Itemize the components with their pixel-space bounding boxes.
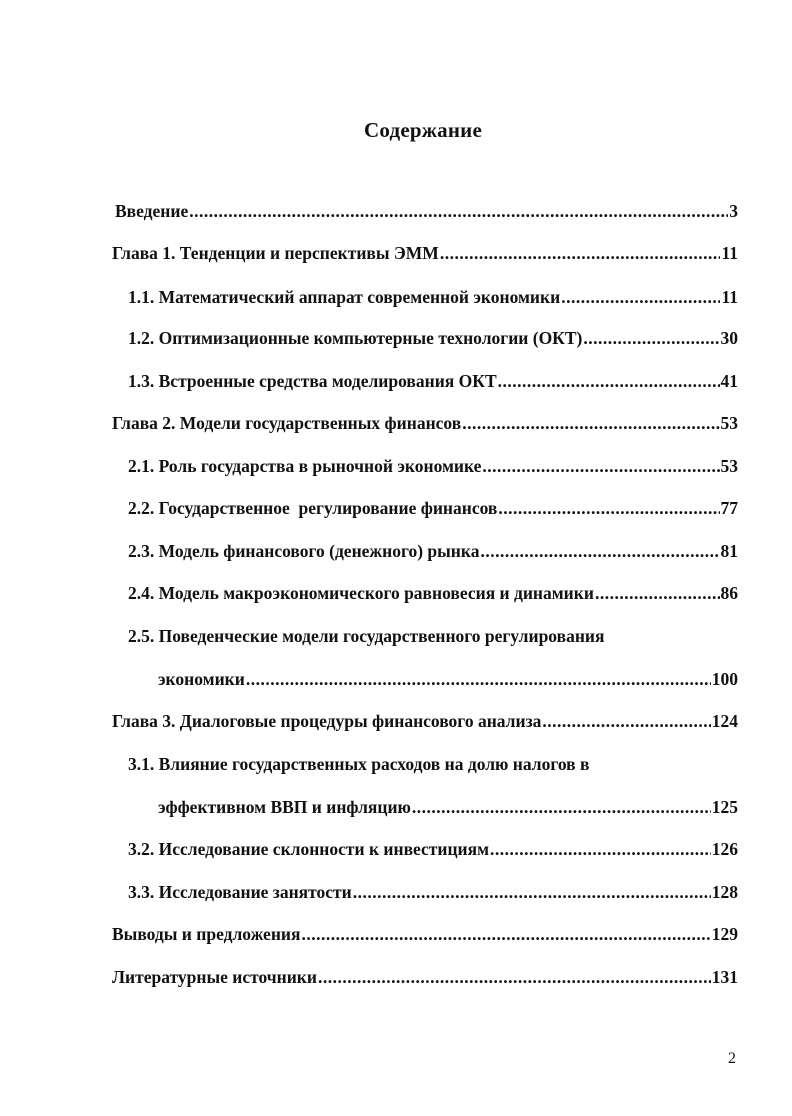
- toc-entry-label: 2.2. Государственное регулирование финансов: [128, 498, 498, 518]
- toc-entry-label: 3.2. Исследование склонности к инвестициям: [128, 839, 490, 859]
- toc-entry-label: 1.2. Оптимизационные компьютерные технологии (ОКТ): [128, 328, 583, 348]
- toc-entry-section-1-3[interactable]: [128, 368, 738, 394]
- toc-entry-section-2-1[interactable]: [128, 453, 738, 479]
- toc-entry-page: 53: [720, 413, 738, 433]
- toc-entry-page: 53: [720, 456, 738, 476]
- page-title: Содержание: [364, 118, 482, 142]
- toc-entry-label: Глава 2. Модели государственных финансов: [112, 413, 462, 433]
- toc-entry-page: 131: [711, 967, 738, 987]
- toc-entry-conclusions[interactable]: [112, 921, 738, 947]
- toc-entry-references[interactable]: [112, 964, 738, 990]
- toc-entry-label: Введение: [115, 201, 189, 221]
- toc-entry-page: 81: [720, 541, 738, 561]
- dot-leader: [353, 879, 711, 905]
- dot-leader: [440, 240, 721, 266]
- dot-leader: [561, 284, 720, 310]
- toc-entry-section-2-5[interactable]: [158, 666, 738, 692]
- toc-entry-section-1-1[interactable]: [128, 284, 738, 310]
- dot-leader: [595, 580, 720, 606]
- toc-entry-section-3-1-line1[interactable]: 3.1. Влияние государственных расходов на долю налогов в: [128, 754, 590, 774]
- toc-entry-label: Литературные источники: [112, 967, 317, 987]
- toc-entry-section-3-3[interactable]: [128, 879, 738, 905]
- toc-entry-label: 3.3. Исследование занятости: [128, 882, 352, 902]
- toc-entry-page: 41: [720, 371, 738, 391]
- dot-leader: [189, 198, 728, 224]
- dot-leader: [498, 495, 719, 521]
- toc-entry-page: 128: [711, 882, 738, 902]
- toc-entry-label: 2.4. Модель макроэкономического равновесия и динамики: [128, 583, 594, 603]
- dot-leader: [490, 836, 711, 862]
- toc-entry-page: 11: [721, 243, 738, 263]
- toc-entry-page: 11: [721, 287, 738, 307]
- toc-entry-page: 30: [720, 328, 738, 348]
- toc-entry-label: 1.1. Математический аппарат современной экономики: [128, 287, 561, 307]
- dot-leader: [542, 708, 710, 734]
- toc-entry-section-3-1[interactable]: [158, 794, 738, 820]
- toc-entry-page: 77: [720, 498, 738, 518]
- toc-entry-page: 126: [711, 839, 738, 859]
- dot-leader: [246, 666, 711, 692]
- toc-entry-section-2-5-line1[interactable]: 2.5. Поведенческие модели государственного регулирования: [128, 626, 605, 646]
- dot-leader: [583, 325, 719, 351]
- toc-entry-chapter-3[interactable]: [112, 708, 738, 734]
- toc-entry-page: 100: [711, 669, 738, 689]
- toc-entry-label: 2.3. Модель финансового (денежного) рынка: [128, 541, 480, 561]
- toc-entry-page: 124: [711, 711, 738, 731]
- toc-entry-page: 129: [711, 924, 738, 944]
- toc-entry-label: Выводы и предложения: [112, 924, 301, 944]
- toc-entry-section-1-2[interactable]: [128, 325, 738, 351]
- dot-leader: [301, 921, 710, 947]
- toc-entry-label: Глава 1. Тенденции и перспективы ЭММ: [112, 243, 439, 263]
- dot-leader: [412, 794, 711, 820]
- dot-leader: [480, 538, 719, 564]
- toc-entry-label: 1.3. Встроенные средства моделирования ОКТ: [128, 371, 497, 391]
- toc-entry-chapter-2[interactable]: [112, 410, 738, 436]
- toc-entry-label: эффективном ВВП и инфляцию: [158, 797, 411, 817]
- toc-entry-section-3-2[interactable]: [128, 836, 738, 862]
- dot-leader: [482, 453, 719, 479]
- page-number: 2: [728, 1050, 736, 1067]
- toc-entry-page: 3: [729, 201, 738, 221]
- toc-entry-page: 125: [711, 797, 738, 817]
- dot-leader: [462, 410, 719, 436]
- dot-leader: [498, 368, 720, 394]
- toc-entry-label: 2.1. Роль государства в рыночной экономике: [128, 456, 482, 476]
- toc-entry-chapter-1[interactable]: [112, 240, 738, 266]
- toc-entry-section-2-4[interactable]: [128, 580, 738, 606]
- toc-entry-section-2-3[interactable]: [128, 538, 738, 564]
- toc-entry-page: 86: [720, 583, 738, 603]
- dot-leader: [318, 964, 711, 990]
- toc-entry-label: Глава 3. Диалоговые процедуры финансового анализа: [112, 711, 542, 731]
- toc-entry-intro[interactable]: [115, 198, 738, 224]
- toc-entry-section-2-2[interactable]: [128, 495, 738, 521]
- toc-entry-label: экономики: [158, 669, 245, 689]
